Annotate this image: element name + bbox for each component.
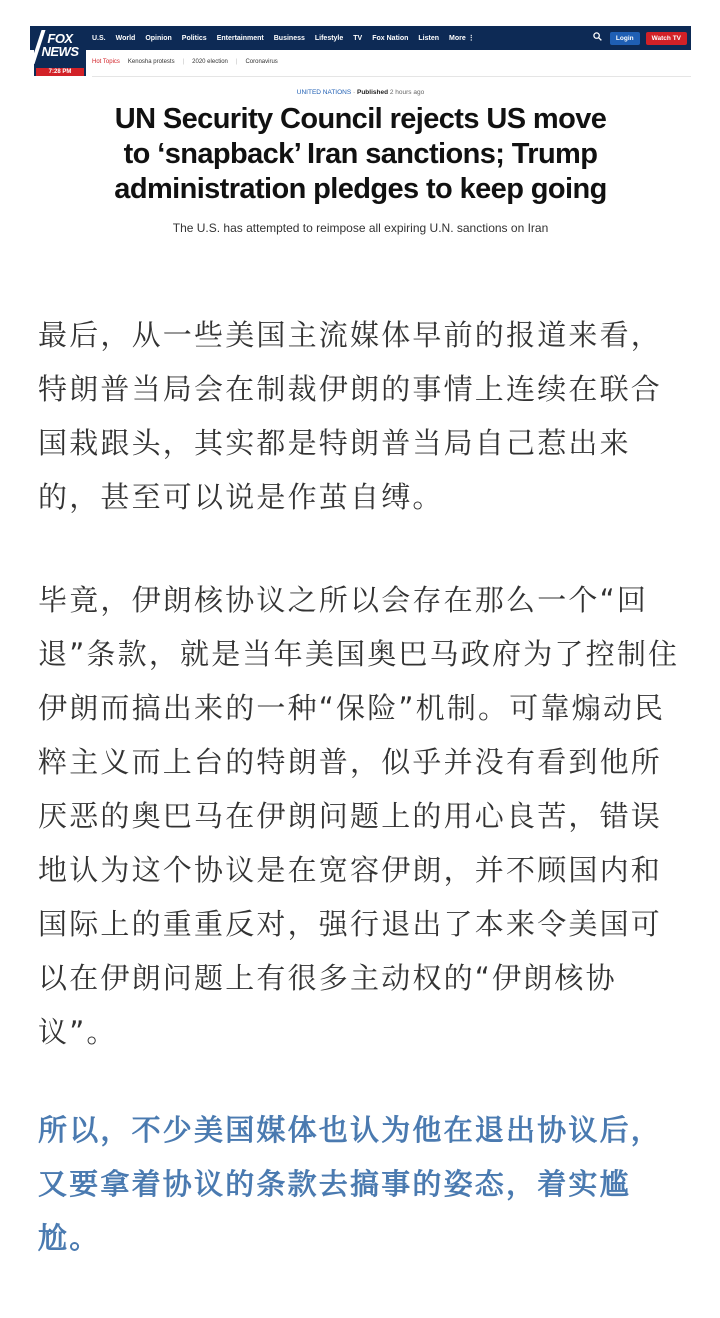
- nav-item-more[interactable]: More ⋮: [449, 35, 475, 42]
- embedded-news-screenshot: [30, 26, 691, 256]
- nav-item-lifestyle[interactable]: Lifestyle: [314, 34, 344, 42]
- nav-item-fox-nation[interactable]: Fox Nation: [372, 34, 409, 42]
- logo-time: 7:28 PM: [36, 68, 84, 76]
- headline-line: to ‘snapback’ Iran sanctions; Trump: [123, 138, 598, 170]
- watch-tv-button[interactable]: Watch TV: [646, 32, 687, 45]
- article-headline: [30, 102, 691, 207]
- hot-topic-link[interactable]: Kenosha protests: [127, 59, 175, 65]
- article-subhead: The U.S. has attempted to reimpose all expiring U.N. sanctions on Iran: [172, 221, 549, 235]
- article-paragraph-3-highlight: 所以，不少美国媒体也认为他在退出协议后，又要拿着协议的条款去搞事的姿态，着实尴尬。: [38, 1113, 663, 1255]
- login-button[interactable]: Login: [610, 32, 640, 45]
- hot-topics-label: Hot Topics: [92, 59, 120, 65]
- nav-menu: [92, 26, 485, 50]
- hot-topic-link[interactable]: Coronavirus: [245, 59, 278, 65]
- published-label: Published: [357, 89, 389, 96]
- hot-topics-bar: [92, 56, 286, 68]
- article-paragraph-1: 最后，从一些美国主流媒体早前的报道来看，特朗普当局会在制裁伊朗的事情上连续在联合国栽跟头，其实都是特朗普当局自己惹出来的，甚至可以说是作茧自缚。: [38, 318, 663, 514]
- fox-news-logo[interactable]: [34, 28, 86, 76]
- nav-actions: [593, 26, 687, 50]
- headline-line: administration pledges to keep going: [114, 173, 607, 205]
- nav-item-listen[interactable]: Listen: [418, 34, 440, 42]
- nav-item-us[interactable]: U.S.: [92, 34, 106, 42]
- divider: [92, 76, 691, 77]
- site-navbar: [30, 26, 691, 50]
- article-paragraph-2: 毕竟，伊朗核协议之所以会存在那么一个“回退”条款，就是当年美国奥巴马政府为了控制住伊朗而搞出来的一种“保险”机制。可靠煽动民粹主义而上台的特朗普，似乎并没有看到他所厌恶的奥巴马在伊朗问题上的用心良苦，错误地认为这个协议是在宽容伊朗，并不顾国内和国际上的重重反对，强行退出了本来令美国可以在伊朗问题上有很多主动权的“伊朗核协议”。: [38, 583, 680, 1049]
- logo-mark: [34, 28, 86, 68]
- logo-line1: FOX: [47, 31, 73, 46]
- hot-topic-link[interactable]: 2020 election: [192, 59, 228, 65]
- nav-item-world[interactable]: World: [115, 34, 136, 42]
- topic-separator: |: [235, 59, 238, 65]
- article-category[interactable]: UNITED NATIONS: [296, 89, 352, 96]
- nav-item-entertainment[interactable]: Entertainment: [216, 34, 264, 42]
- nav-item-opinion[interactable]: Opinion: [145, 34, 172, 42]
- search-icon[interactable]: [593, 32, 602, 44]
- published-time: 2 hours ago: [389, 89, 425, 96]
- logo-line2: NEWS: [41, 44, 79, 59]
- article-meta: [30, 89, 691, 96]
- headline-line: UN Security Council rejects US move: [114, 103, 607, 135]
- nav-item-tv[interactable]: TV: [353, 34, 363, 42]
- topic-separator: |: [182, 59, 185, 65]
- nav-item-politics[interactable]: Politics: [181, 34, 207, 42]
- meta-separator: ·: [353, 89, 357, 96]
- nav-item-business[interactable]: Business: [273, 34, 305, 42]
